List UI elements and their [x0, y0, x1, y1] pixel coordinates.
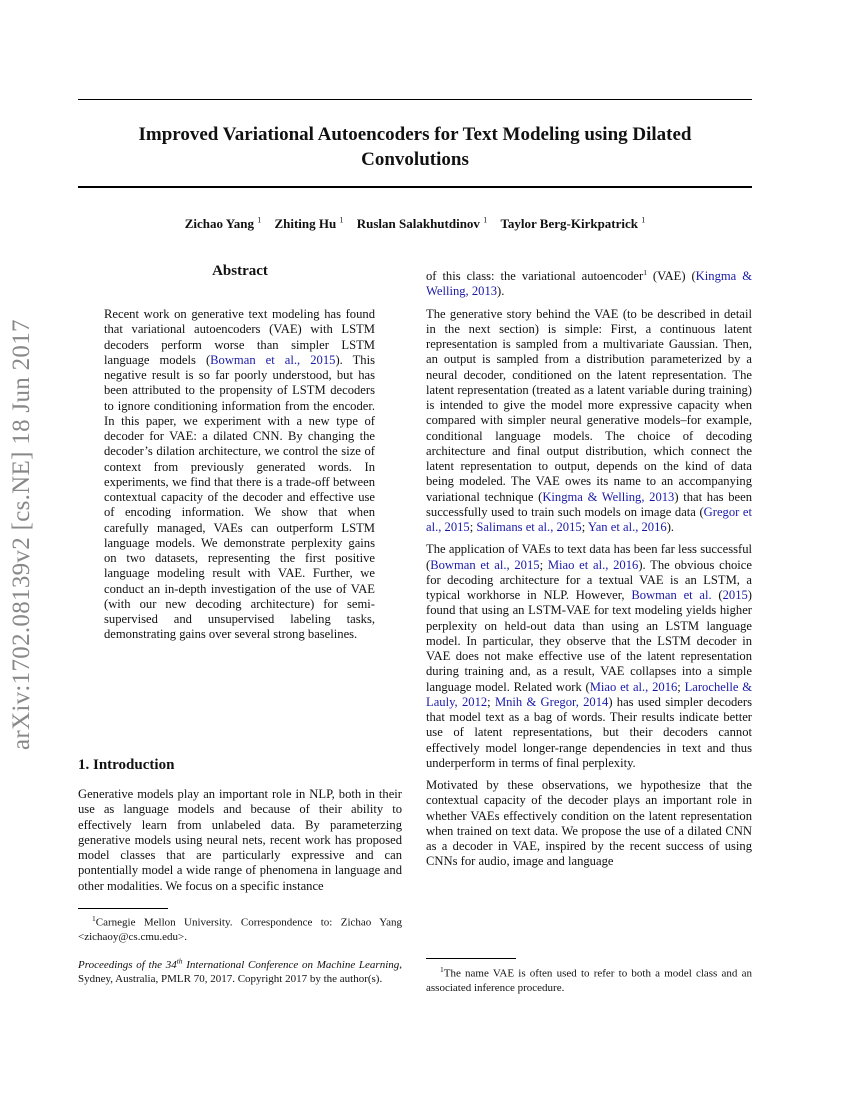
paragraph — [78, 787, 402, 894]
citation-link[interactable]: Kingma & Welling, 2013 — [542, 489, 675, 504]
citation-link[interactable]: Miao et al., 2016 — [589, 679, 678, 694]
affiliation-mark: 1 — [641, 216, 646, 225]
footnote-vae — [426, 963, 752, 995]
proceedings-prefix: Proceedings of the 34 — [78, 958, 177, 971]
footnote-rule-right — [426, 958, 516, 959]
text-run: (VAE) ( — [646, 269, 696, 284]
footnote-rule — [78, 908, 168, 909]
paragraph — [104, 307, 375, 643]
proceedings-sup: th — [176, 956, 183, 965]
text-run: ) has used simpler decoders that model text as a bag of words. Their results indicate better use of latent representations, but their decoders cannot effectively model longer-range dependencies in text and thus underperform in terms of final perplexity. — [426, 694, 752, 770]
paragraph — [426, 542, 752, 771]
proceedings-rest: , Sydney, Australia, PMLR 70, 2017. Copyright 2017 by the author(s). — [78, 958, 402, 985]
affiliation-mark: 1 — [257, 216, 262, 225]
text-run: ; — [581, 520, 588, 535]
citation-link[interactable]: Yan et al., 2016 — [587, 520, 667, 535]
abstract-body — [104, 307, 375, 650]
citation-link[interactable]: Gregor et al., 2015 — [426, 504, 752, 535]
right-column-body — [426, 265, 752, 877]
author-name: Zichao Yang — [184, 216, 254, 232]
title-bottom-rule — [78, 186, 752, 188]
text-run: ; — [677, 679, 685, 694]
text-run: ). The obvious choice for decoding architecture for a textual VAE is an LSTM, a typical workhorse in NLP. However, — [426, 557, 752, 603]
paragraph — [426, 307, 752, 536]
author — [500, 216, 645, 231]
citation-link[interactable]: Miao et al., 2016 — [547, 557, 639, 572]
affiliation-mark: 1 — [483, 216, 488, 225]
footnote-mark: 1 — [92, 914, 96, 923]
paragraph — [426, 265, 752, 300]
text-run: Generative models play an important role in NLP, both in their use as language models and because of their ability to effectively learn from unlabeled data. By parameterzing generative models using neural nets, recent work has proposed model classes that are particularly expressive and can pontentially model a wide range of phenomena in language and other modalities. We focus on a specific instance — [78, 787, 402, 893]
footnote-affiliation — [78, 912, 402, 944]
citation-link[interactable]: Kingma & Welling, 2013 — [426, 269, 752, 299]
footnote-mark: 1 — [643, 268, 647, 277]
author-name: Zhiting Hu — [274, 216, 337, 232]
text-run: ). This negative result is so far poorly understood, but has been attributed to the propensity of LSTM decoders to ignore conditioning information from the encoder. In this paper, we experiment with a new type of decoder for VAE: a dilated CNN. By changing the decoder’s dilation architecture, we control the size of context from previously generated words. In experiments, we find that there is a trade-off between contextual capacity of the decoder and effective use of encoding information. We show that when carefully managed, VAEs can outperform LSTM language models. We demonstrate perplexity gains on two datasets, representing the first positive language modeling result with VAE. Further, we conduct an in-depth investigation of the use of VAE (with our new decoding architecture) for semi-supervised and unsupervised labeling tasks, demonstrating gains over several strong baselines. — [104, 352, 375, 642]
citation-link[interactable]: Larochelle & Lauly, 2012 — [426, 679, 752, 709]
author-list — [78, 216, 752, 232]
text-run: ) found that using an LSTM-VAE for text modeling yields higher perplexity on held-out data than using an LSTM language model. In particular, they observe that the LSTM decoder in VAE does not make effective use of the latent representation during training and, as a result, VAE collapses into a simple language model. Related work ( — [426, 588, 752, 694]
citation-link[interactable]: Bowman et al., 2015 — [430, 557, 540, 572]
text-run: of this class: the variational autoencoder — [426, 269, 644, 284]
abstract-heading: Abstract — [212, 263, 268, 279]
text-run: ; — [539, 557, 548, 572]
intro-heading: 1. Introduction — [78, 757, 175, 773]
text-run: The application of VAEs to text data has been far less successful ( — [426, 542, 752, 572]
author-name: Ruslan Salakhutdinov — [356, 216, 480, 232]
citation-link[interactable]: 2015 — [722, 588, 748, 603]
title-line-1: Improved Variational Autoencoders for Text Modeling using Dilated — [138, 124, 692, 145]
author — [357, 216, 487, 231]
text-run: Recent work on generative text modeling has found that variational autoencoders (VAE) with LSTM decoders perform worse than simpler LSTM language models ( — [104, 307, 375, 367]
proceedings-conf: International Conference on Machine Learning — [182, 958, 400, 971]
footnote-text: Carnegie Mellon University. Correspondence to: Zichao Yang <zichaoy@cs.cmu.edu>. — [78, 916, 402, 943]
citation-link[interactable]: Salimans et al., 2015 — [476, 520, 582, 535]
author — [274, 216, 343, 231]
text-run: ; — [487, 694, 495, 709]
citation-link[interactable]: Bowman et al., 2015 — [210, 352, 336, 367]
text-run: ). — [497, 284, 505, 299]
author-name: Taylor Berg-Kirkpatrick — [500, 216, 639, 232]
citation-link[interactable]: Bowman et al. — [631, 588, 712, 603]
footnote-text: The name VAE is often used to refer to both a model class and an associated inference procedure. — [426, 967, 752, 994]
title-line-2: Convolutions — [361, 149, 469, 170]
top-rule — [78, 99, 752, 100]
text-run: ) that has been successfully used to train such models on image data ( — [426, 489, 752, 519]
citation-link[interactable]: Mnih & Gregor, 2014 — [494, 694, 609, 709]
arxiv-stamp: arXiv:1702.08139v2 [cs.NE] 18 Jun 2017 — [8, 319, 35, 750]
paragraph — [426, 778, 752, 870]
proceedings-note — [78, 954, 402, 986]
intro-body-left — [78, 787, 402, 901]
text-run: Motivated by these observations, we hypothesize that the contextual capacity of the decoder plays an important role in whether VAEs effectively condition on the latent representation when trained on text data. We propose the use of a dilated CNN as a decoder in VAE, inspired by the recent success of using CNNs for audio, image and language — [426, 778, 752, 869]
text-run: The generative story behind the VAE (to be described in detail in the next section) is simple: First, a continuous latent representation is sampled from a multivariate Gaussian. Then, an output is sampled from a distribution parameterized by a neural decoder, conditioned on the latent representation. The latent representation (treated as a latent variable during training) is intended to give the model more expressive capacity when compared with simpler neural generative models–for example, conditional language models. The choice of decoding architecture and final output distribution, which connect the latent representation to output, depends on the kind of data being modeled. The VAE owes its name to an accompanying variational technique ( — [426, 306, 752, 504]
text-run: ; — [469, 520, 477, 535]
text-run: ). — [666, 520, 675, 535]
paper-title — [78, 122, 752, 172]
affiliation-mark: 1 — [339, 216, 344, 225]
text-run: ( — [711, 588, 723, 603]
author — [185, 216, 261, 231]
footnote-mark: 1 — [440, 965, 444, 974]
